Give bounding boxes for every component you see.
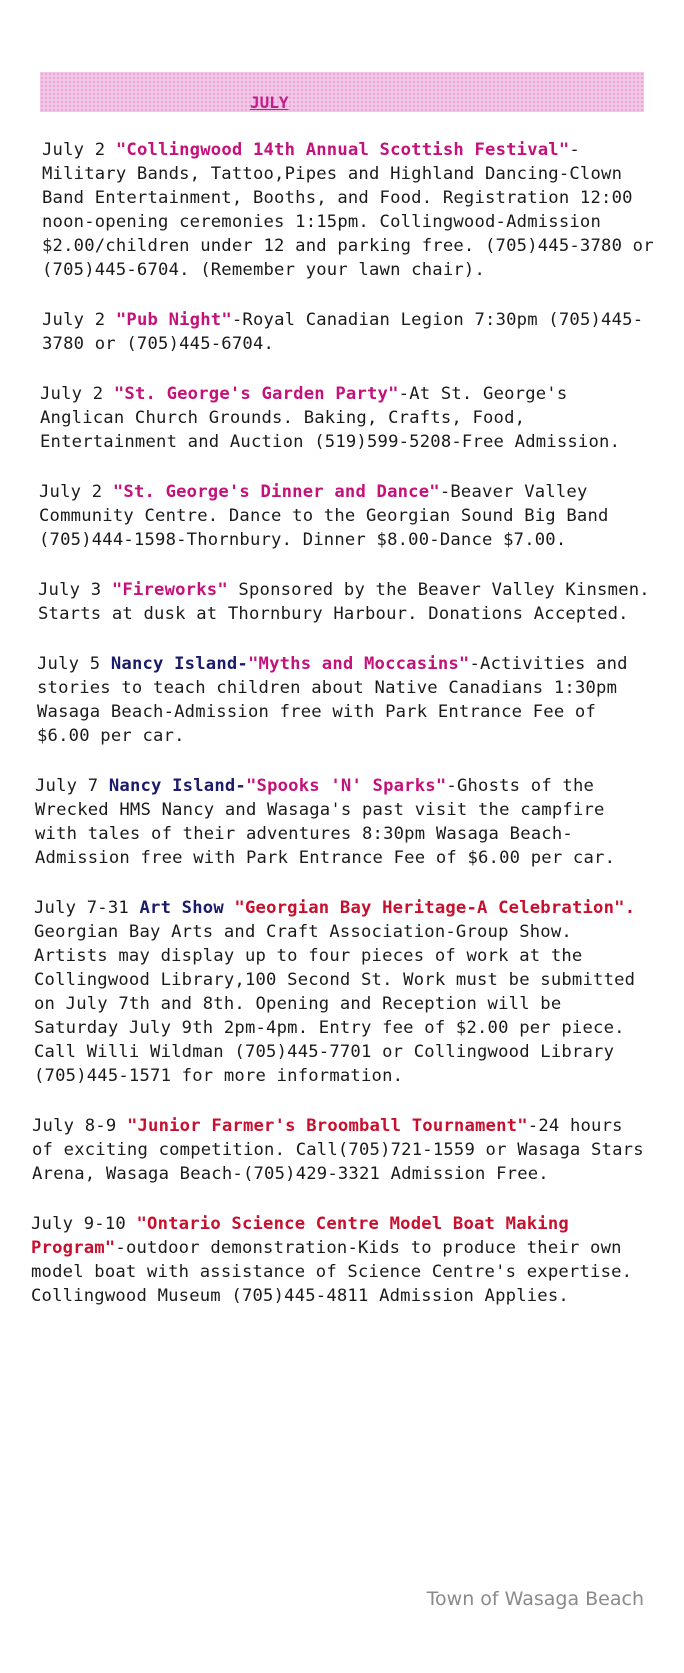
event-item — [42, 308, 654, 356]
event-item — [39, 480, 654, 552]
event-date: July 2 — [39, 482, 113, 502]
event-title: "Pub Night" — [115, 310, 232, 330]
month-banner — [40, 72, 644, 112]
event-date: July 3 — [38, 580, 112, 600]
event-lead: Nancy Island- — [108, 776, 246, 796]
event-date: July 9-10 — [31, 1214, 137, 1234]
event-lead: Nancy Island- — [110, 654, 248, 674]
event-body: Sponsored by the Beaver Valley Kinsmen. Starts at dusk at Thornbury Harbour. Donations Accepted. — [38, 580, 650, 624]
event-item — [37, 652, 654, 748]
event-body: -Beaver Valley Community Centre. Dance to the Georgian Sound Big Band (705)444-1598-Thornbury. Dinner $8.00-Dance $7.00. — [39, 482, 609, 550]
event-body: -Ghosts of the Wrecked HMS Nancy and Wasaga's past visit the campfire with tales of their adventures 8:30pm Wasaga Beach-Admission free with Park Entrance Fee of $6.00 per car. — [35, 776, 616, 868]
event-title: "Fireworks" — [111, 580, 228, 600]
event-body: -Military Bands, Tattoo,Pipes and Highland Dancing-Clown Band Entertainment, Booths, and Food. Registration 12:00 noon-opening ceremonies 1:15pm. Collingwood-Admission $2.00/children under 12 and parking free. (705)445-3780 or (705)445-6704. (Remember your lawn chair). — [42, 140, 654, 280]
event-item — [31, 1212, 654, 1308]
event-item — [42, 138, 654, 282]
event-title: "Ontario Science Centre Model Boat Making Program" — [31, 1214, 569, 1258]
event-title: "Georgian Bay Heritage-A Celebration". — [234, 898, 636, 918]
event-item — [34, 896, 654, 1088]
event-title: "Spooks 'N' Sparks" — [245, 776, 447, 796]
event-item — [35, 774, 654, 870]
event-list — [30, 138, 654, 1334]
event-item — [32, 1114, 654, 1186]
event-date: July 5 — [37, 654, 111, 674]
event-title: "St. George's Garden Party" — [113, 384, 399, 404]
event-date: July 7 — [35, 776, 109, 796]
watermark: Town of Wasaga Beach — [426, 1588, 644, 1610]
event-date: July 2 — [42, 310, 116, 330]
event-title: "Junior Farmer's Broomball Tournament" — [126, 1116, 528, 1136]
event-date: July 8-9 — [32, 1116, 127, 1136]
event-title: "St. George's Dinner and Dance" — [112, 482, 440, 502]
event-date: July 2 — [40, 384, 114, 404]
event-item — [38, 578, 654, 626]
event-lead: Art Show — [139, 898, 235, 918]
event-item — [40, 382, 654, 454]
event-title: "Myths and Moccasins" — [247, 654, 470, 674]
event-title: "Collingwood 14th Annual Scottish Festival" — [115, 140, 570, 160]
event-body: Georgian Bay Arts and Craft Association-Group Show. Artists may display up to four pieces of work at the Collingwood Library,100 Second St. Work must be submitted on July 7th and 8th. Opening and Reception will be Saturday July 9th 2pm-4pm. Entry fee of $2.00 per piece. Call Willi Wildman (705)445-7701 or Collingwood Library (705)445-1571 for more information. — [34, 922, 636, 1086]
event-body: -Royal Canadian Legion 7:30pm (705)445-3780 or (705)445-6704. — [42, 310, 644, 354]
event-date: July 2 — [42, 140, 116, 160]
event-body: -24 hours of exciting competition. Call(705)721-1559 or Wasaga Stars Arena, Wasaga Beach-(705)429-3321 Admission Free. — [32, 1116, 644, 1184]
event-body: -Activities and stories to teach children about Native Canadians 1:30pm Wasaga Beach-Admission free with Park Entrance Fee of $6.00 per car. — [37, 654, 628, 746]
event-body: -outdoor demonstration-Kids to produce their own model boat with assistance of Science Centre's expertise. Collingwood Museum (705)445-4811 Admission Applies. — [31, 1238, 633, 1306]
month-heading: JULY — [250, 93, 289, 112]
event-body: -At St. George's Anglican Church Grounds. Baking, Crafts, Food, Entertainment and Auction (519)599-5208-Free Admission. — [40, 384, 621, 452]
event-date: July 7-31 — [34, 898, 140, 918]
